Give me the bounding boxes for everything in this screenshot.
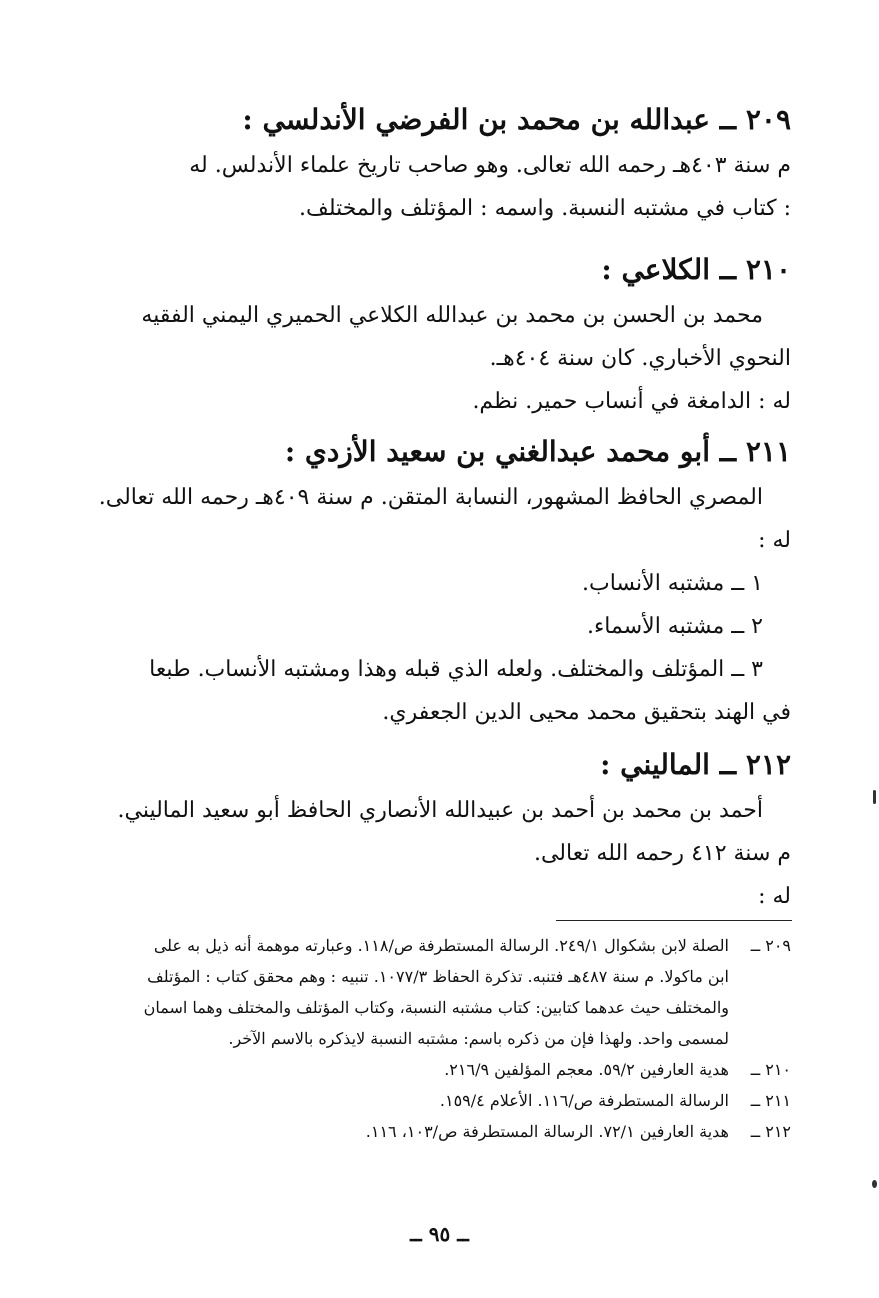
- page-number: ــ ٩٥ ــ: [410, 1222, 469, 1246]
- body-line: له :: [758, 528, 791, 553]
- footnote-number: ٢١٠ ــ: [750, 1060, 791, 1079]
- footnote-text: هدية العارفين ٧٢/١. الرسالة المستطرفة ص/١٠٣، ١١٦.: [365, 1122, 729, 1141]
- entry-heading: ٢٠٩ ــ عبدالله بن محمد بن الفرضي الأندلسي :: [242, 103, 791, 136]
- list-item: ٣ ــ المؤتلف والمختلف. ولعله الذي قبله وهذا ومشتبه الأنساب. طبعا: [149, 657, 763, 682]
- scan-speck: [872, 1180, 877, 1188]
- body-line: النحوي الأخباري. كان سنة ٤٠٤هـ.: [489, 346, 791, 371]
- body-line: م سنة ٤١٢ رحمه الله تعالى.: [533, 841, 791, 866]
- body-line: محمد بن الحسن بن محمد بن عبدالله الكلاعي الحميري اليمني الفقيه: [141, 303, 763, 328]
- list-item: ١ ــ مشتبه الأنساب.: [582, 571, 763, 596]
- scan-speck: [873, 790, 876, 804]
- entry-body: [128, 144, 791, 230]
- entry-heading: ٢١١ ــ أبو محمد عبدالغني بن سعيد الأزدي :: [284, 435, 791, 468]
- entry-body: [128, 294, 791, 423]
- body-line: في الهند بتحقيق محمد محيى الدين الجعفري.: [382, 700, 791, 725]
- entry-210: [128, 250, 791, 423]
- footnote-number: ٢١١ ــ: [750, 1091, 791, 1110]
- body-line: له : الدامغة في أنساب حمير. نظم.: [472, 389, 791, 414]
- footnote-212: [128, 1116, 791, 1147]
- footnote-text: هدية العارفين ٥٩/٢. معجم المؤلفين ٢١٦/٩.: [444, 1060, 729, 1079]
- body-line: م سنة ٤٠٣هـ رحمه الله تعالى. وهو صاحب تاريخ علماء الأندلس. له: [189, 153, 791, 178]
- footnote-number: ٢١٢ ــ: [750, 1122, 791, 1141]
- footnote-divider: [556, 920, 792, 921]
- footnotes: [128, 930, 791, 1147]
- body-line: : كتاب في مشتبه النسبة. واسمه : المؤتلف والمختلف.: [299, 196, 791, 221]
- footnote-209: [128, 930, 791, 1054]
- footnote-text: الصلة لابن بشكوال ٢٤٩/١. الرسالة المستطرفة ص/١١٨. وعبارته موهمة أنه ذيل به على ابن ماكولا. م سنة ٤٨٧هـ فتنبه. تذكرة الحفاظ ١٠٧٧/٣. تنبيه : وهم محقق كتاب : المؤتلف والمختلف حيث عدهما كتابين: كتاب مشتبه النسبة، وكتاب المؤتلف والمختلف وهما اسمان لمسمى واحد. ولهذا فإن من ذكره باسم: مشتبه النسبة لايذكره بالاسم الآخر.: [143, 936, 729, 1048]
- entry-body: [98, 476, 791, 734]
- body-line: أحمد بن محمد بن أحمد بن عبيدالله الأنصاري الحافظ أبو سعيد الماليني.: [117, 798, 763, 823]
- footnote-210: [128, 1054, 791, 1085]
- entry-211: [98, 432, 791, 734]
- entry-212: [117, 745, 791, 918]
- body-line: له :: [758, 884, 791, 909]
- footnote-number: ٢٠٩ ــ: [750, 936, 791, 955]
- entry-heading: ٢١٢ ــ المالیني :: [600, 748, 791, 781]
- entry-body: [117, 789, 791, 918]
- footnote-text: الرسالة المستطرفة ص/١١٦. الأعلام ١٥٩/٤.: [439, 1091, 729, 1110]
- entry-heading: ٢١٠ ــ الكلاعي :: [601, 253, 791, 286]
- footnote-211: [128, 1085, 791, 1116]
- list-item: ٢ ــ مشتبه الأسماء.: [586, 614, 763, 639]
- body-line: المصري الحافظ المشهور، النسابة المتقن. م سنة ٤٠٩هـ رحمه الله تعالى.: [98, 485, 763, 510]
- entry-209: [128, 100, 791, 230]
